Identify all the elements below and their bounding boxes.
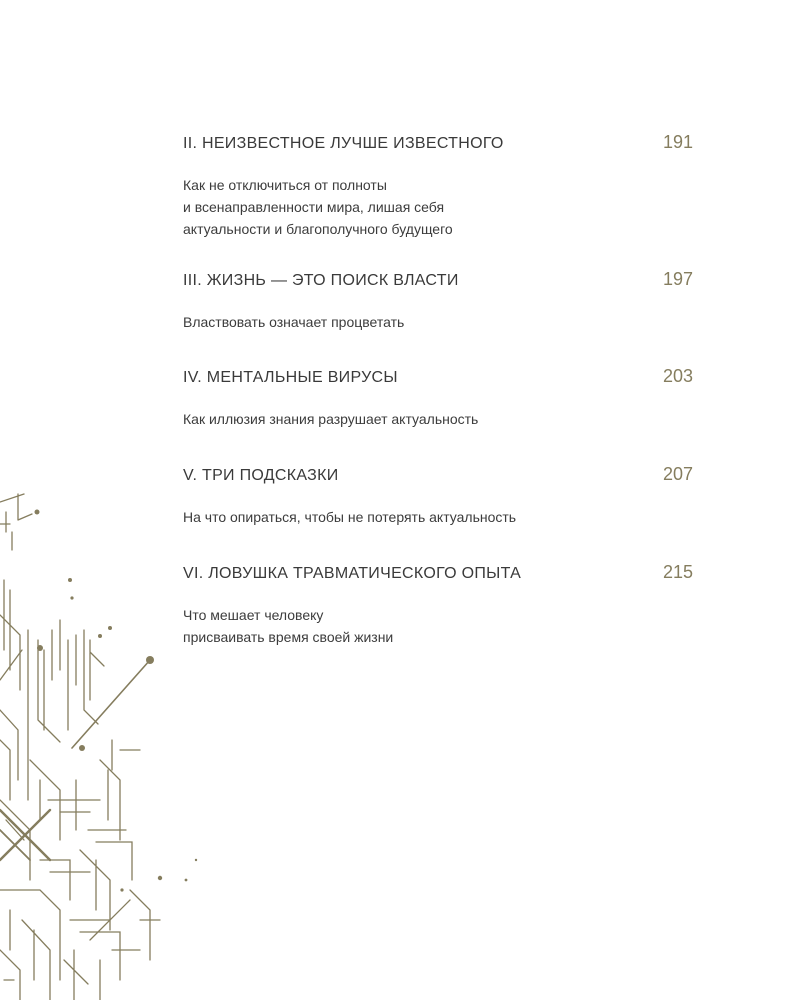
toc-entry-header xyxy=(183,562,693,588)
toc-entry xyxy=(183,132,693,269)
toc-entry-page-number: 215 xyxy=(662,562,693,582)
toc-entry-description-line: Как иллюзия знания разрушает актуальность xyxy=(183,411,479,427)
toc-entry-description-line: актуальности и благополучного будущего xyxy=(183,221,453,237)
toc-entry-description xyxy=(183,408,693,430)
toc-entry-page-number: 207 xyxy=(662,464,693,484)
toc-entry-page-number: 203 xyxy=(662,366,693,386)
toc-entry xyxy=(183,269,693,366)
toc-entry-description xyxy=(183,174,693,240)
toc-entry-title: III. ЖИЗНЬ — ЭТО ПОИСК ВЛАСТИ xyxy=(183,272,459,289)
toc-entry-header xyxy=(183,132,693,158)
toc-entry-header xyxy=(183,366,693,392)
toc-entry-description xyxy=(183,311,693,333)
toc-entry-description-line: Властвовать означает процветать xyxy=(183,314,405,330)
toc-entry-description-line: присваивать время своей жизни xyxy=(183,629,394,645)
toc-entry-title: II. НЕИЗВЕСТНОЕ ЛУЧШЕ ИЗВЕСТНОГО xyxy=(183,135,504,152)
toc-entry xyxy=(183,562,693,672)
toc-entry-description-line: Что мешает человеку xyxy=(183,607,324,623)
toc-entry-page-number: 197 xyxy=(662,269,693,289)
toc-entry xyxy=(183,464,693,562)
toc-entry-header xyxy=(183,269,693,295)
abstract-circuit-lines-icon xyxy=(0,480,215,1000)
toc-entry-description xyxy=(183,604,693,648)
toc-entry-page-number: 191 xyxy=(662,132,693,152)
toc-entry-description-line: На что опираться, чтобы не потерять актуальность xyxy=(183,509,517,525)
toc-entry-description-line: и всенаправленности мира, лишая себя xyxy=(183,199,445,215)
toc-entry-title: V. ТРИ ПОДСКАЗКИ xyxy=(183,467,339,484)
toc-entry xyxy=(183,366,693,464)
toc-entry-title: VI. ЛОВУШКА ТРАВМАТИЧЕСКОГО ОПЫТА xyxy=(183,565,522,582)
toc-entry-title: IV. МЕНТАЛЬНЫЕ ВИРУСЫ xyxy=(183,369,398,386)
table-of-contents xyxy=(183,132,693,672)
toc-entry-description-line: Как не отключиться от полноты xyxy=(183,177,387,193)
toc-entry-header xyxy=(183,464,693,490)
toc-entry-description xyxy=(183,506,693,528)
